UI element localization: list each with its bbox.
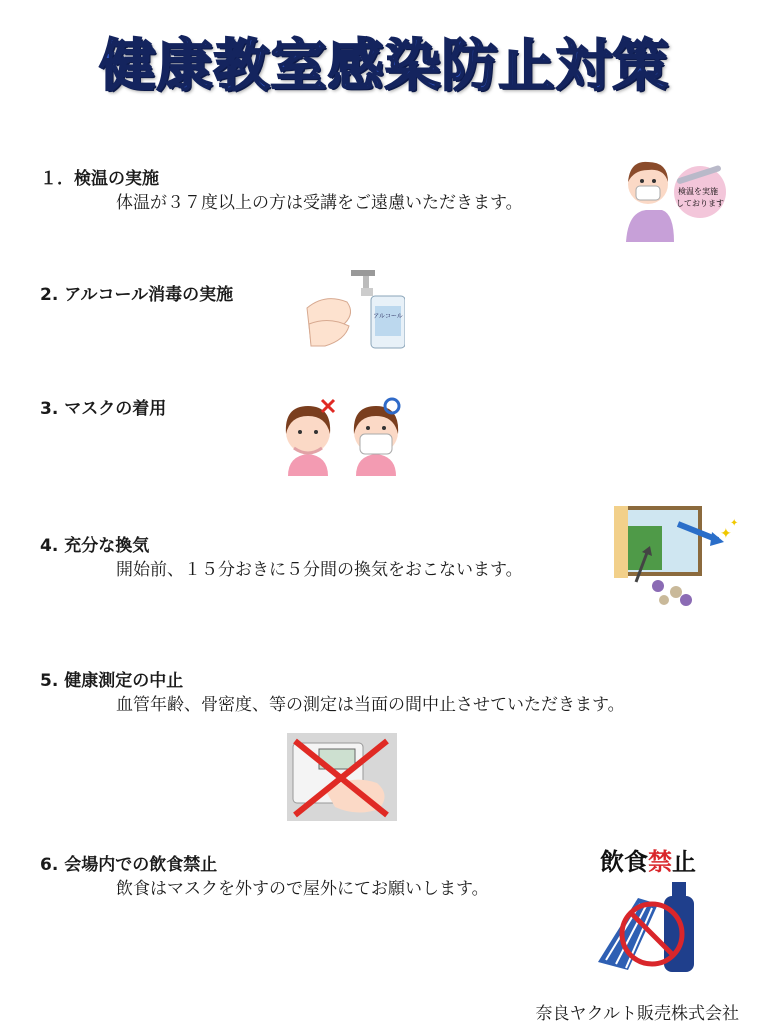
sparkle-icon-small: ✦	[730, 518, 739, 529]
no-eating-drinking-illustration	[588, 842, 728, 977]
item-1-heading: １．検温の実施	[40, 169, 159, 189]
thermo-caption-2: しております	[676, 199, 724, 208]
item-6-body: 飲食はマスクを外すので屋外にてお願いします。	[116, 879, 489, 899]
item-5-body: 血管年齢、骨密度、等の測定は当面の間中止させていただきます。	[116, 695, 625, 715]
sparkle-icon: ✦	[720, 526, 732, 542]
item-1-body: 体温が３７度以上の方は受講をご遠慮いただきます。	[116, 193, 523, 213]
thermo-caption-1: 検温を実施	[678, 187, 718, 196]
item-3-heading: 3. マスクの着用	[40, 399, 167, 419]
bottle-label: アルコール	[373, 313, 403, 320]
item-2-heading: 2. アルコール消毒の実施	[40, 285, 234, 305]
page-title: 健康教室感染防止対策	[99, 34, 670, 99]
company-name: 奈良ヤクルト販売株式会社	[535, 1004, 739, 1024]
item-4-body: 開始前、１５分おきに５分間の換気をおこないます。	[116, 560, 523, 580]
item-5-heading: 5. 健康測定の中止	[40, 671, 184, 691]
item-6-heading: 6. 会場内での飲食禁止	[40, 855, 218, 875]
ventilation-illustration	[608, 500, 743, 610]
health-measurement-cancelled-illustration	[287, 733, 397, 821]
mask-wearing-illustration	[276, 394, 406, 476]
temperature-check-illustration	[618, 150, 728, 245]
no-eating-sign: 飲食禁止	[600, 848, 696, 876]
item-4-heading: 4. 充分な換気	[40, 536, 150, 556]
alcohol-disinfection-illustration	[305, 268, 405, 350]
